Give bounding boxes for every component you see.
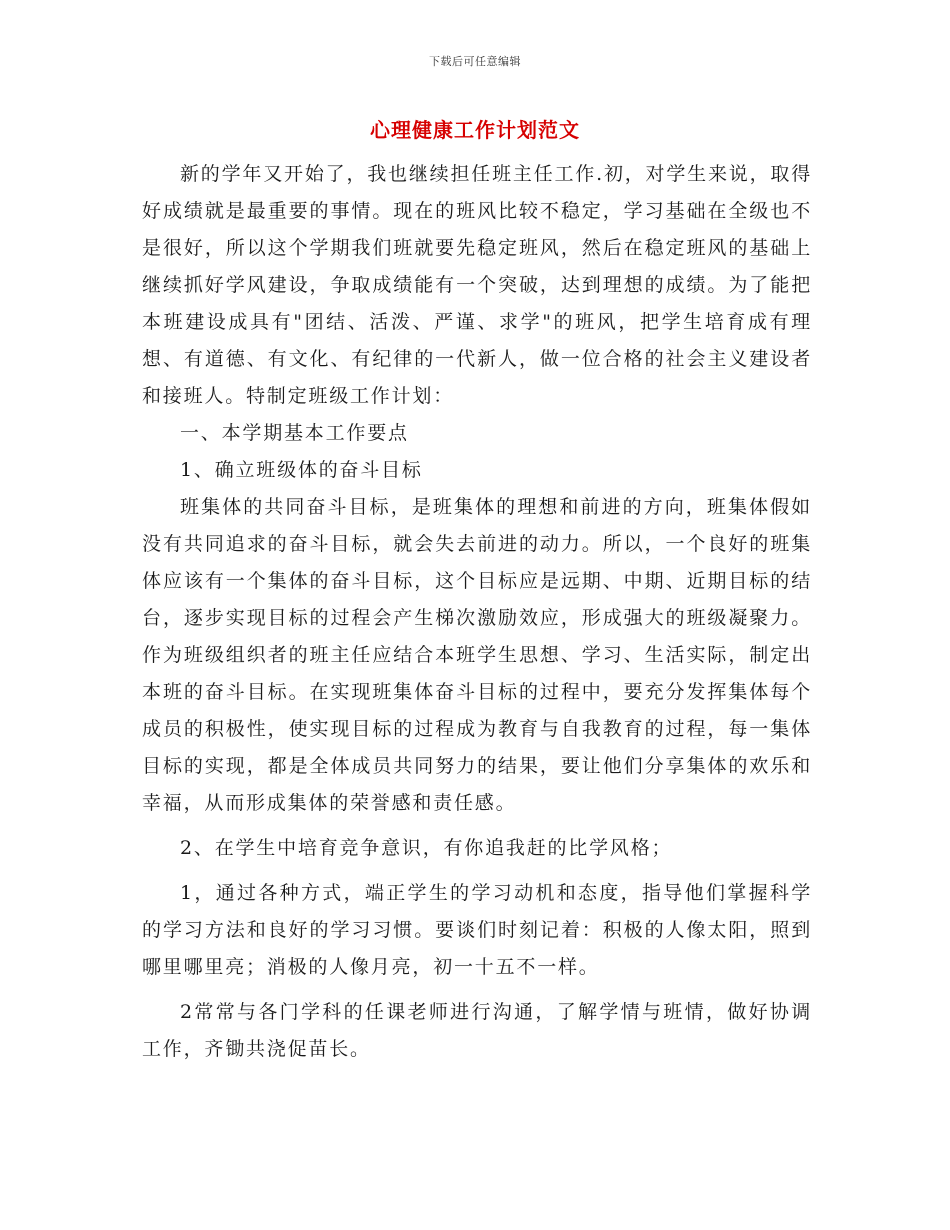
section-heading-1: 一、本学期基本工作要点: [180, 422, 409, 444]
list-item-1: 1，通过各种方式，端正学生的学习动机和态度，指导他们掌握科学的学习方法和良好的学习习惯。要谈们时刻记着：积极的人像太阳，照到哪里哪里亮；消极的人像月亮，初一十五不一样。: [142, 882, 812, 978]
subsection-heading-1: 1、确立班级体的奋斗目标: [180, 459, 423, 481]
document-title: 心理健康工作计划范文: [370, 118, 580, 142]
body-paragraph-goals: 班集体的共同奋斗目标，是班集体的理想和前进的方向，班集体假如没有共同追求的奋斗目标，就会失去前进的动力。所以，一个良好的班集体应该有一个集体的奋斗目标，这个目标应是远期、中期、近期目标的结台，逐步实现目标的过程会产生梯次激励效应，形成强大的班级凝聚力。作为班级组织者的班主任应结合本班学生思想、学习、生活实际，制定出本班的奋斗目标。在实现班集体奋斗目标的过程中，要充分发挥集体每个成员的积极性，使实现目标的过程成为教育与自我教育的过程，每一集体目标的实现，都是全体成员共同努力的结果，要让他们分享集体的欢乐和幸福，从而形成集体的荣誉感和责任感。: [142, 496, 812, 814]
subsection-heading-2: 2、在学生中培育竞争意识，有你追我赶的比学风格；: [180, 837, 673, 859]
header-note: 下载后可任意编辑: [429, 55, 521, 68]
document-body: [142, 156, 812, 1068]
list-item-2: 2常常与各门学科的任课老师进行沟通，了解学情与班情，做好协调工作，齐锄共浇促苗长。: [142, 1001, 812, 1060]
body-paragraph-intro: 新的学年又开始了，我也继续担任班主任工作.初，对学生来说，取得好成绩就是最重要的事情。现在的班风比较不稳定，学习基础在全级也不是很好，所以这个学期我们班就要先稳定班风，然后在稳定班风的基础上继续抓好学风建设，争取成绩能有一个突破，达到理想的成绩。为了能把本班建设成具有"团结、活泼、严谨、求学"的班风，把学生培育成有理想、有道德、有文化、有纪律的一代新人，做一位合格的社会主义建设者和接班人。特制定班级工作计划：: [142, 163, 812, 407]
